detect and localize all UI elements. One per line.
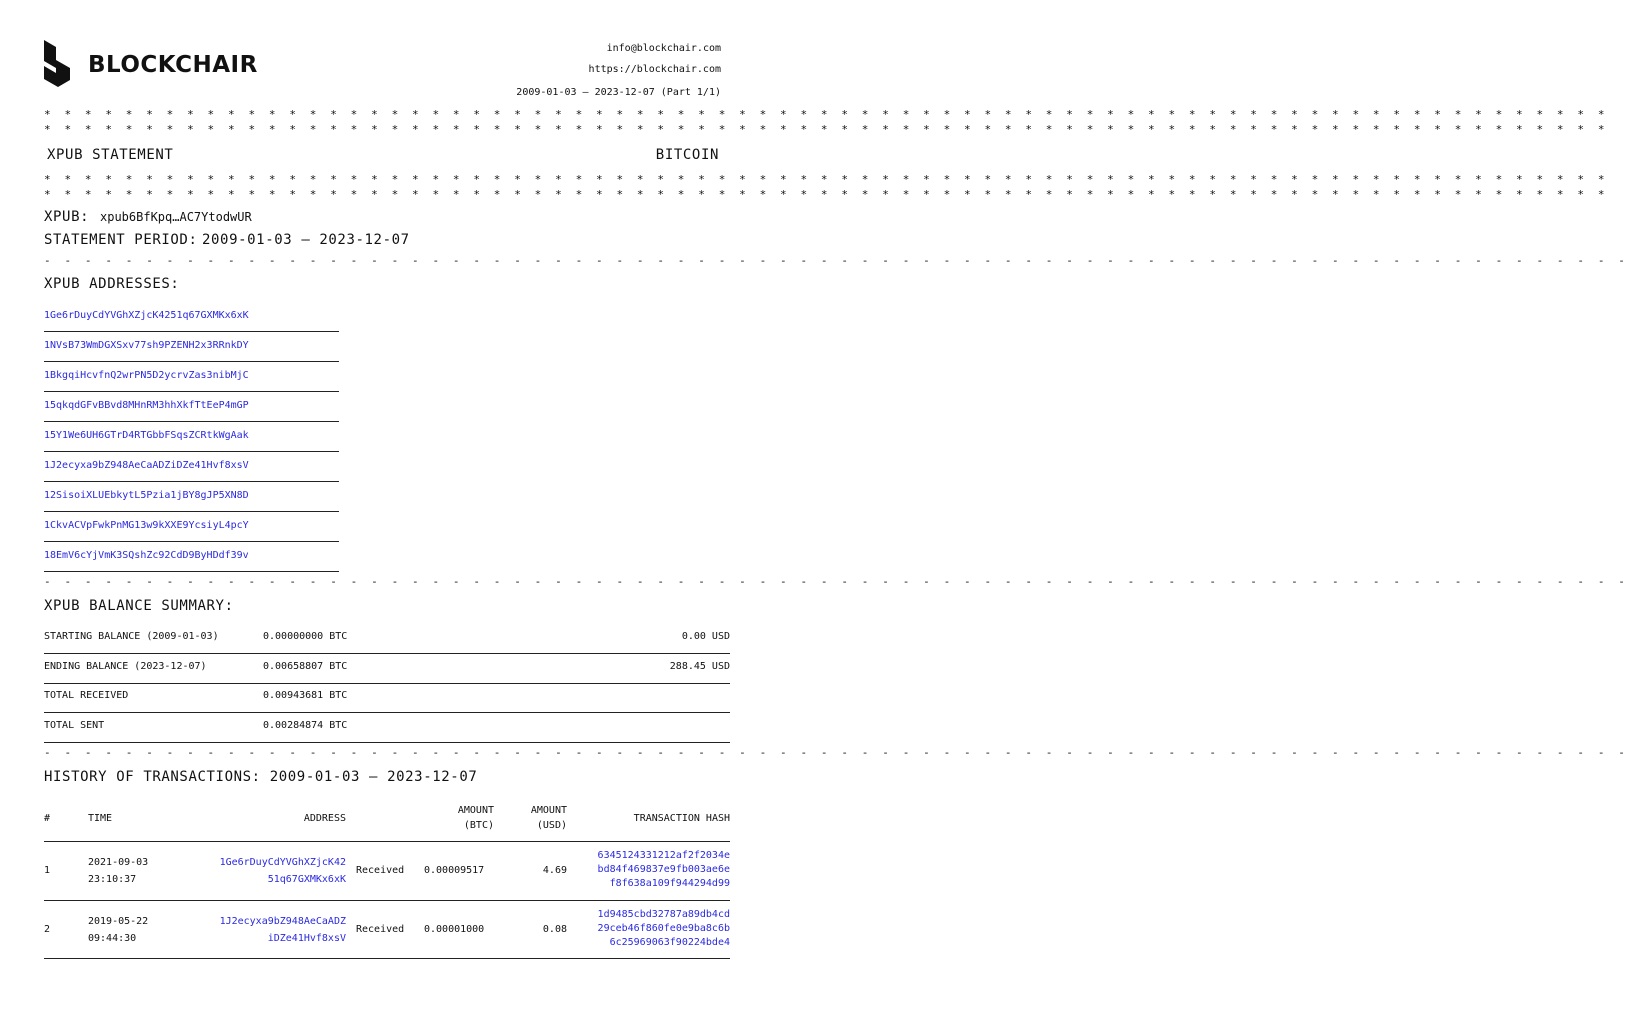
star-divider: * * * * * * * * * * * * * * * * * * * * * * * * * * * * * * * * * * * * * * * * * * * * * * * * * * * * * * * * * * * * * * * * * * * * * * * * * * * * * [44,173,1609,186]
history-title: HISTORY OF TRANSACTIONS: 2009-01-03 — 2023-12-07 [44,769,478,785]
table-rule [44,841,730,842]
balance-btc: 0.00000000 BTC [263,631,348,642]
tx-amount-btc: 0.00009517 [424,865,485,876]
address-link[interactable]: 1CkvACVpFwkPnMG13w9kXXE9YcsiyL4pcY [44,520,249,531]
balance-label: TOTAL RECEIVED [44,690,129,701]
col-header-hash: TRANSACTION HASH [633,813,730,824]
balance-btc: 0.00658807 BTC [263,661,348,672]
address-item [44,511,339,542]
tx-num: 1 [44,865,51,876]
col-header-time: TIME [88,813,113,824]
statement-period-value: 2009-01-03 — 2023-12-07 [202,232,410,248]
addresses-title: XPUB ADDRESSES: [44,276,180,292]
tx-address-link[interactable] [220,915,346,946]
dash-divider: - - - - - - - - - - - - - - - - - - - - - - - - - - - - - - - - - - - - - - - - - - - - - - - - - - - - - - - - - - - - - - - - - - - - - - - - - - - - - - [44,746,1629,759]
tx-hash-line2[interactable]: bd84f469837e9fb003ae6e [597,864,730,875]
address-item [44,541,339,572]
contact-email[interactable]: info@blockchair.com [606,43,721,54]
balance-usd: 288.45 USD [669,661,730,672]
star-divider: * * * * * * * * * * * * * * * * * * * * * * * * * * * * * * * * * * * * * * * * * * * * * * * * * * * * * * * * * * * * * * * * * * * * * * * * * * * * * [44,123,1609,136]
contact-url[interactable]: https://blockchair.com [588,64,721,75]
col-header-amount-btc-line1: AMOUNT [457,805,494,816]
balance-usd: 0.00 USD [681,631,730,642]
address-link[interactable]: 18EmV6cYjVmK3SQshZc92CdD9ByHDdf39v [44,550,249,561]
tx-hash-link[interactable] [598,849,730,891]
tx-address-link[interactable] [220,856,346,887]
tx-hash-line2[interactable]: 29ceb46f860fe0e9ba8c6b [597,923,730,934]
balance-row [44,653,730,684]
tx-hash-line1[interactable]: 1d9485cbd32787a89db4cd [597,909,730,920]
tx-hash-link[interactable] [598,908,730,950]
tx-direction: Received [356,865,405,876]
col-header-amount-usd [531,803,567,833]
address-link[interactable]: 12SisoiXLUEbkytL5Pzia1jBY8gJP5XN8D [44,490,249,501]
address-link[interactable]: 1NVsB73WmDGXSxv77sh9PZENH2x3RRnkDY [44,340,249,351]
balance-label: ENDING BALANCE (2023-12-07) [44,661,207,672]
address-item [44,421,339,452]
col-header-amount-usd-line2: (USD) [536,820,567,831]
tx-address-line2[interactable]: 51q67GXMKx6xK [267,874,346,885]
brand-name: BLOCKCHAIR [88,52,258,78]
balance-btc: 0.00943681 BTC [263,690,348,701]
address-item [44,301,339,332]
dash-divider: - - - - - - - - - - - - - - - - - - - - - - - - - - - - - - - - - - - - - - - - - - - - - - - - - - - - - - - - - - - - - - - - - - - - - - - - - - - - - - [44,254,1629,267]
balance-row [44,623,730,654]
balance-row [44,682,730,713]
address-link[interactable]: 1BkgqiHcvfnQ2wrPN5D2ycrvZas3nibMjC [44,370,249,381]
col-header-address: ADDRESS [303,813,346,824]
address-item [44,331,339,362]
balance-btc: 0.00284874 BTC [263,720,348,731]
tx-num: 2 [44,924,51,935]
tx-hash-line3[interactable]: f8f638a109f944294d99 [609,878,730,889]
dash-divider: - - - - - - - - - - - - - - - - - - - - - - - - - - - - - - - - - - - - - - - - - - - - - - - - - - - - - - - - - - - - - - - - - - - - - - - - - - - - - - [44,575,1629,588]
tx-time: 23:10:37 [88,874,137,885]
blockchair-logo-icon [42,40,74,88]
address-link[interactable]: 1Ge6rDuyCdYVGhXZjcK4251q67GXMKx6xK [44,310,249,321]
tx-hash-line3[interactable]: 6c25969063f90224bde4 [609,937,730,948]
star-divider: * * * * * * * * * * * * * * * * * * * * * * * * * * * * * * * * * * * * * * * * * * * * * * * * * * * * * * * * * * * * * * * * * * * * * * * * * * * * * [44,188,1609,201]
table-rule [44,900,730,901]
address-item [44,481,339,512]
xpub-value: xpub6BfKpq…AC7YtodwUR [100,210,252,224]
tx-date: 2021-09-03 [88,857,149,868]
col-header-amount-btc-line2: (BTC) [463,820,494,831]
statement-title: XPUB STATEMENT [47,147,174,163]
tx-amount-usd: 4.69 [542,865,567,876]
tx-amount-btc: 0.00001000 [424,924,485,935]
statement-period-label: STATEMENT PERIOD: [44,232,198,248]
col-header-amount-usd-line1: AMOUNT [530,805,567,816]
table-rule [44,958,730,959]
chain-name: BITCOIN [655,147,719,163]
xpub-label: XPUB: [44,209,90,225]
balance-row [44,712,730,743]
col-header-num: # [44,813,51,824]
star-divider: * * * * * * * * * * * * * * * * * * * * * * * * * * * * * * * * * * * * * * * * * * * * * * * * * * * * * * * * * * * * * * * * * * * * * * * * * * * * * [44,108,1609,121]
address-link[interactable]: 1J2ecyxa9bZ948AeCaADZiDZe41Hvf8xsV [44,460,249,471]
tx-direction: Received [356,924,405,935]
tx-date: 2019-05-22 [88,916,149,927]
tx-address-line2[interactable]: iDZe41Hvf8xsV [267,933,346,944]
address-item [44,451,339,482]
tx-address-line1[interactable]: 1Ge6rDuyCdYVGhXZjcK42 [219,857,346,868]
balance-label: STARTING BALANCE (2009-01-03) [44,631,219,642]
tx-hash-line1[interactable]: 6345124331212af2f2034e [597,850,730,861]
address-link[interactable]: 15Y1We6UH6GTrD4RTGbbFSqsZCRtkWgAak [44,430,249,441]
address-link[interactable]: 15qkqdGFvBBvd8MHnRM3hhXkfTtEeP4mGP [44,400,249,411]
balance-title: XPUB BALANCE SUMMARY: [44,598,234,614]
address-item [44,361,339,392]
col-header-amount-btc [458,803,494,833]
balance-label: TOTAL SENT [44,720,105,731]
statement-part: 2009-01-03 — 2023-12-07 (Part 1/1) [516,87,721,98]
tx-address-line1[interactable]: 1J2ecyxa9bZ948AeCaADZ [219,916,346,927]
tx-time: 09:44:30 [88,933,137,944]
tx-amount-usd: 0.08 [542,924,567,935]
address-item [44,391,339,422]
